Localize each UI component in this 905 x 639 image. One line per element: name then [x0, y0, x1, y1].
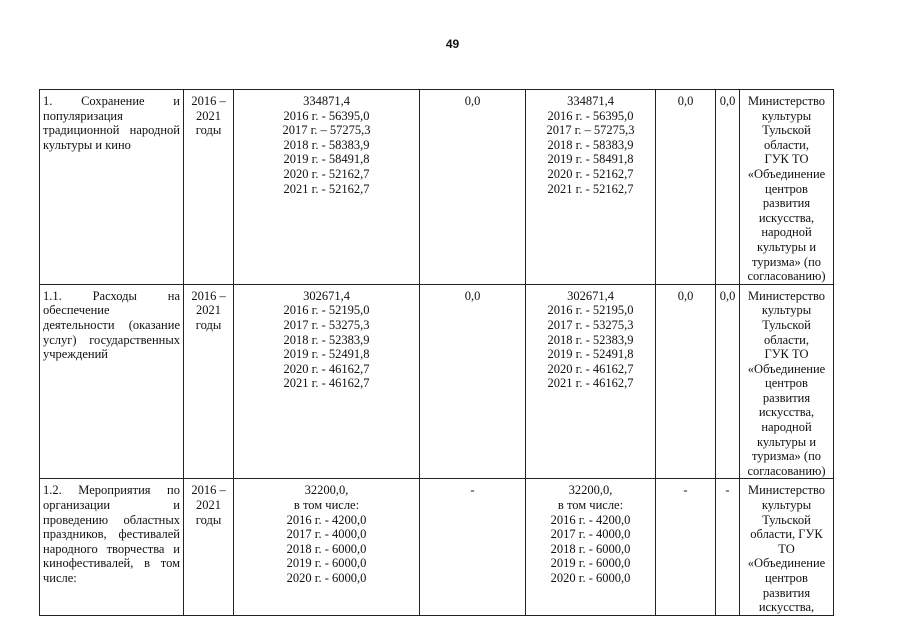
extrabudgetary-cell [716, 284, 740, 479]
executor-line: искусства, [758, 600, 815, 615]
municipal-budget-cell [656, 479, 716, 615]
extrabudgetary-cell [716, 479, 740, 615]
regional-budget-cell [526, 284, 656, 479]
total-funding-line: 2016 г. - 4200,0 [286, 512, 367, 527]
executor-line: центров развития [762, 376, 811, 405]
regional-budget-cell [526, 90, 656, 285]
table-row [40, 90, 834, 285]
regional-budget-line: 2020 г. - 46162,7 [547, 361, 634, 376]
activity-name: 1.1. Расходы на обеспечение деятельности (оказание услуг) государственных учреждений [43, 288, 180, 362]
regional-budget-line: 2016 г. - 4200,0 [550, 512, 631, 527]
executor-line: народной [761, 420, 812, 435]
extrabudgetary-value: - [725, 483, 730, 498]
executor-line: ГУК ТО [764, 347, 809, 362]
table-row [40, 479, 834, 615]
total-funding-line: 2020 г. - 52162,7 [283, 166, 370, 181]
regional-budget-line: 2018 г. - 52383,9 [547, 332, 634, 347]
federal-budget-value: - [470, 483, 475, 498]
executor-line: «Объединение [747, 166, 826, 181]
executor-line: «Объединение [747, 556, 826, 571]
executor-line: культуры и [756, 434, 817, 449]
federal-budget-value: 0,0 [464, 94, 481, 108]
executor-line: туризма» (по [751, 254, 822, 269]
executor-line: Министерство [747, 94, 826, 108]
executor-cell [740, 90, 834, 285]
regional-budget-line: 2019 г. - 58491,8 [547, 152, 634, 167]
total-funding-line: 2021 г. - 52162,7 [283, 181, 370, 196]
executor-line: согласованию) [747, 269, 826, 284]
table-body [40, 90, 834, 616]
regional-budget-line: 334871,4 [567, 94, 614, 108]
regional-budget-line: 2018 г. - 6000,0 [550, 541, 631, 556]
activity-name: 1. Сохранение и популяризация традиционной народной культуры и кино [43, 94, 180, 152]
total-funding-line: 2018 г. - 52383,9 [283, 332, 370, 347]
period-line: годы [195, 317, 222, 332]
regional-budget-line: 2020 г. - 6000,0 [550, 571, 631, 585]
executor-line: искусства, [758, 210, 815, 225]
executor-line: области, [764, 137, 809, 152]
total-funding-line: 2016 г. - 52195,0 [283, 303, 370, 318]
total-funding-cell [234, 284, 420, 479]
period-line: годы [195, 123, 222, 138]
regional-budget-line: 2021 г. - 52162,7 [547, 181, 634, 196]
municipal-budget-value: 0,0 [677, 94, 694, 108]
executor-line: области, ГУК ТО [750, 527, 823, 556]
executor-line: центров развития [762, 571, 811, 600]
executor-line: культуры [761, 303, 812, 318]
total-funding-line: в том числе: [293, 498, 360, 513]
regional-budget-line: 2018 г. - 58383,9 [547, 137, 634, 152]
period-line: 2021 [196, 108, 221, 123]
regional-budget-line: 2019 г. - 52491,8 [547, 347, 634, 362]
executor-line: искусства, [758, 405, 815, 420]
extrabudgetary-value: 0,0 [719, 288, 736, 303]
municipal-budget-cell [656, 284, 716, 479]
executor-line: Тульской [762, 512, 811, 527]
period-line: годы [195, 512, 222, 527]
regional-budget-line: 2016 г. - 52195,0 [547, 303, 634, 318]
period-cell [184, 284, 234, 479]
executor-line: согласованию) [747, 463, 826, 478]
period-line: 2016 – [191, 483, 226, 498]
total-funding-line: 2016 г. - 56395,0 [283, 108, 370, 123]
executor-line: культуры [761, 498, 812, 513]
total-funding-line: 2021 г. - 46162,7 [283, 376, 370, 391]
executor-line: культуры и [756, 239, 817, 254]
regional-budget-line: 2017 г. - 53275,3 [547, 317, 634, 332]
program-table [39, 89, 834, 616]
total-funding-line: 2020 г. - 6000,0 [286, 571, 367, 585]
activity-name-cell [40, 479, 184, 615]
executor-line: «Объединение [747, 361, 826, 376]
total-funding-line: 2019 г. - 58491,8 [283, 152, 370, 167]
executor-cell [740, 284, 834, 479]
executor-line: культуры [761, 108, 812, 123]
executor-line: области, [764, 332, 809, 347]
page-number: 49 [445, 37, 460, 51]
period-line: 2016 – [191, 288, 226, 303]
executor-line: народной [761, 225, 812, 240]
total-funding-line: 302671,4 [303, 288, 350, 303]
period-line: 2021 [196, 498, 221, 513]
period-line: 2016 – [191, 94, 226, 108]
total-funding-line: 2018 г. - 58383,9 [283, 137, 370, 152]
regional-budget-line: 2020 г. - 52162,7 [547, 166, 634, 181]
total-funding-line: 2019 г. - 6000,0 [286, 556, 367, 571]
total-funding-cell [234, 479, 420, 615]
period-line: 2021 [196, 303, 221, 318]
federal-budget-cell [420, 479, 526, 615]
federal-budget-cell [420, 90, 526, 285]
total-funding-line: 32200,0, [304, 483, 349, 498]
total-funding-line: 2020 г. - 46162,7 [283, 361, 370, 376]
total-funding-line: 2018 г. - 6000,0 [286, 541, 367, 556]
executor-line: Тульской [762, 123, 811, 138]
regional-budget-cell [526, 479, 656, 615]
regional-budget-line: 2017 г. - 4000,0 [550, 527, 631, 542]
total-funding-line: 2019 г. - 52491,8 [283, 347, 370, 362]
activity-name-cell [40, 284, 184, 479]
executor-cell [740, 479, 834, 615]
executor-line: туризма» (по [751, 449, 822, 464]
extrabudgetary-value: 0,0 [719, 94, 736, 108]
municipal-budget-cell [656, 90, 716, 285]
regional-budget-line: 302671,4 [567, 288, 614, 303]
federal-budget-value: 0,0 [464, 288, 481, 303]
regional-budget-line: 32200,0, [568, 483, 613, 498]
total-funding-cell [234, 90, 420, 285]
period-cell [184, 90, 234, 285]
period-cell [184, 479, 234, 615]
regional-budget-line: в том числе: [557, 498, 624, 513]
regional-budget-line: 2021 г. - 46162,7 [547, 376, 634, 391]
table-row [40, 284, 834, 479]
total-funding-line: 2017 г. - 53275,3 [283, 317, 370, 332]
total-funding-line: 334871,4 [303, 94, 350, 108]
municipal-budget-value: - [683, 483, 688, 498]
executor-line: центров развития [762, 181, 811, 211]
executor-line: Тульской [762, 317, 811, 332]
regional-budget-line: 2016 г. - 56395,0 [547, 108, 634, 123]
total-funding-line: 2017 г. – 57275,3 [282, 123, 371, 138]
regional-budget-line: 2017 г. – 57275,3 [546, 123, 635, 138]
federal-budget-cell [420, 284, 526, 479]
executor-line: ГУК ТО [764, 152, 809, 167]
total-funding-line: 2017 г. - 4000,0 [286, 527, 367, 542]
executor-line: Министерство [747, 483, 826, 498]
municipal-budget-value: 0,0 [677, 288, 694, 303]
activity-name: 1.2. Мероприятия по организации и проведению областных праздников, фестивалей народного творчества и кинофестивалей, в том числе: [43, 483, 180, 585]
extrabudgetary-cell [716, 90, 740, 285]
regional-budget-line: 2019 г. - 6000,0 [550, 556, 631, 571]
activity-name-cell [40, 90, 184, 285]
executor-line: Министерство [747, 288, 826, 303]
